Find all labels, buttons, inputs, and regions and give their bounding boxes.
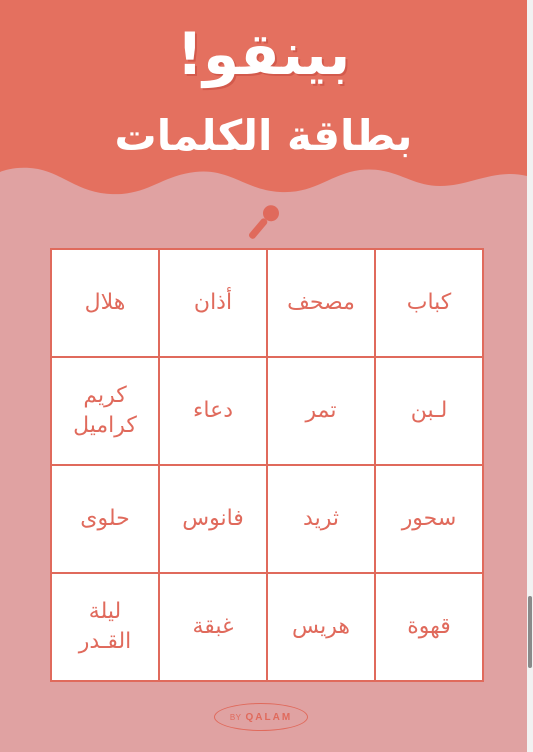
bingo-cell [267,465,375,573]
bingo-cell [267,573,375,681]
bingo-cell [51,249,159,357]
bingo-cell [159,249,267,357]
badge-name: QALAM [245,711,293,723]
bingo-cell-word: سحور [401,506,457,531]
bingo-cell-word: مصحف [287,290,355,315]
bingo-cell-word: فانوس [182,506,244,531]
bingo-cell-word: لـبن [410,398,448,423]
bingo-cell [159,465,267,573]
bingo-cell [159,573,267,681]
bingo-cell [375,357,483,465]
bingo-cell-word: كريم [83,383,127,408]
bingo-cell [267,357,375,465]
bingo-cell [375,465,483,573]
bingo-grid [50,248,484,682]
bingo-cell-word: كراميل [73,413,137,438]
bingo-cell-word: القـدر [78,629,132,654]
bingo-cell-word: قهوة [407,614,451,639]
vertical-scrollbar[interactable] [527,0,533,752]
scrollbar-thumb[interactable] [528,596,532,668]
bingo-title: بينقو! [176,20,351,88]
bingo-cell-word: هريس [292,614,350,639]
bingo-cell-word: تمر [305,398,337,423]
bingo-cell [375,573,483,681]
bingo-cell-word: دعاء [193,398,233,423]
microphone-icon [238,200,286,248]
bingo-cell [51,465,159,573]
bingo-cell-word: هلال [84,290,126,315]
card-subtitle: بطاقة الكلمات [114,111,413,160]
bingo-cell [51,357,159,465]
bingo-cell-word: ثريد [303,506,339,531]
qalam-badge [214,703,308,731]
bingo-cell [267,249,375,357]
bingo-cell-word: كباب [406,290,452,315]
bingo-cell [51,573,159,681]
bingo-cell [159,357,267,465]
bingo-cell [375,249,483,357]
bingo-cell-word: أذان [193,290,233,315]
bingo-cell-word: ليلة [88,599,122,624]
badge-by: BY [229,712,242,722]
bingo-cell-word: غبقة [192,614,234,639]
bingo-cell-word: حلوى [80,506,130,531]
